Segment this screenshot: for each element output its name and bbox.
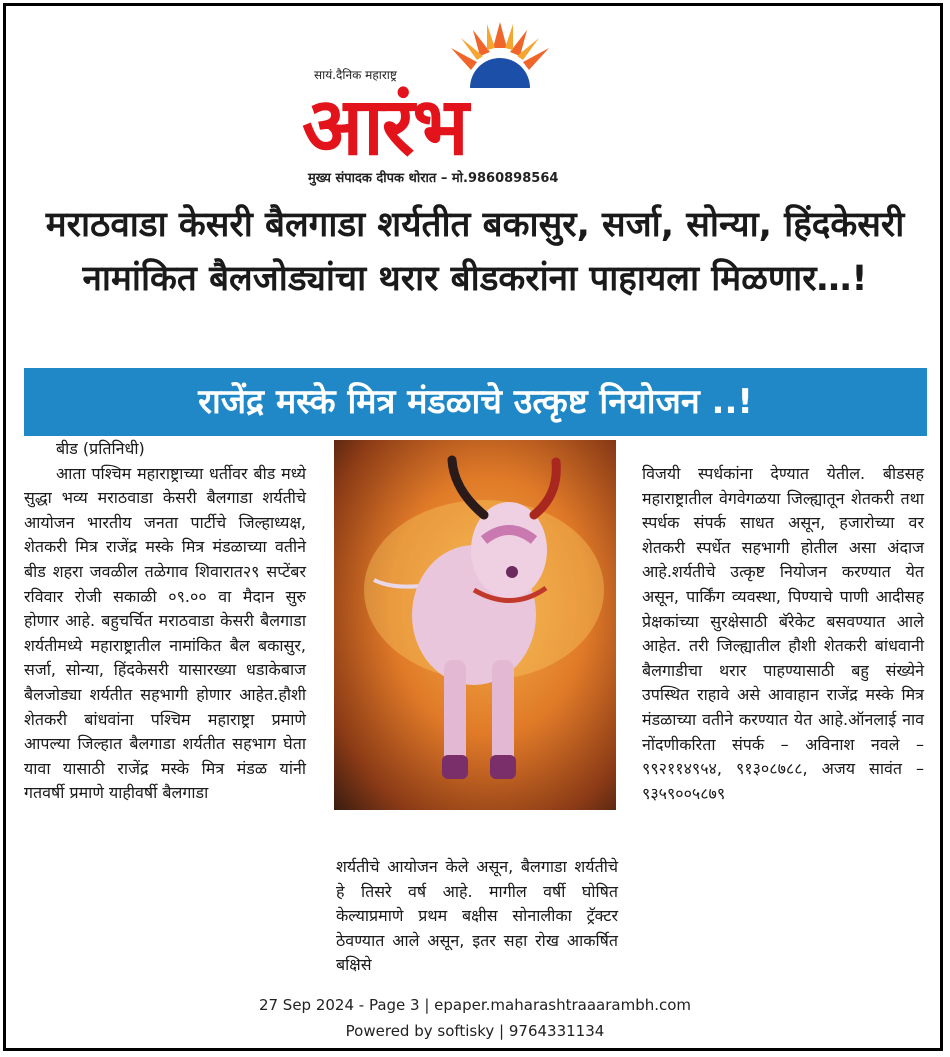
article-column-right	[642, 462, 924, 806]
masthead	[300, 18, 640, 188]
article-column-middle	[336, 855, 618, 978]
page-footer	[0, 992, 950, 1044]
article-column-left	[24, 437, 306, 806]
main-headline: मराठवाडा केसरी बैलगाडा शर्यतीत बकासुर, सर्जा, सोन्या, हिंदकेसरी नामांकित बैलजोड्यांचा थरार बीडकरांना पाहायला मिळणार…!	[45, 205, 905, 299]
bull-illustration	[334, 440, 616, 810]
editor-line: मुख्य संपादक दीपक थोरात – मो.9860898564	[308, 171, 559, 186]
article-text-right: विजयी स्पर्धकांना देण्यात येतील. बीडसह महाराष्ट्रातील वेगवेगळया जिल्ह्यातून शेतकरी तथा स्पर्धक संपर्क साधत असून, हजारोच्या वर शेतकरी स्पर्धेत सहभागी होतील असा अंदाज आहे.शर्यतीचे उत्कृष्ट नियोजन करण्यात येत असून, पार्किंग व्यवस्था, पिण्याचे पाणी आदीसह प्रेक्षकांच्या सुरक्षेसाठी बॅरेकेट बसवण्यात आले आहेत. तरी जिल्ह्यातील हौशी शेतकरी बांधवानी बैलगाडीचा थरार पाहण्यासाठी बहु संख्येने उपस्थित राहावे असे आवाहान राजेंद्र मस्के मित्र मंडळाच्या वतीने करण्यात येत आहे.ऑनलाई नाव नोंदणीकरिता संपर्क – अविनाश नवले – ९९२११४९५४, ९१३०८७८८, अजय सावंत – ९३५९००५८७९	[642, 464, 924, 803]
bull-photo	[334, 440, 616, 810]
sun-logo-icon	[435, 18, 565, 88]
article-text-left: आता पश्चिम महाराष्ट्राच्या धर्तीवर बीड मध्ये सुद्धा भव्य मराठवाडा केसरी बैलगाडा शर्यतीचे आयोजन भारतीय जनता पार्टीचे जिल्हाध्यक्ष, शेतकरी मित्र राजेंद्र मस्के मित्र मंडळाच्या वतीने बीड शहरा जवळील तळेगाव शिवारात२९ सप्टेंबर रविवार रोजी सकाळी ०९.०० वा मैदान सुरु होणार आहे. बहुचर्चित मराठवाडा केसरी बैलगाडा शर्यतीमध्ये महाराष्ट्रातील नामांकित बैल बकासुर, सर्जा, सोन्या, हिंदकेसरी यासारख्या धडाकेबाज बैलजोड्या शर्यतीत सहभागी होणार आहेत.हौशी शेतकरी बांधवांना पश्चिम महाराष्ट्रा प्रमाणे आपल्या जिल्हात बैलगाडा शर्यतीत सहभाग घेता यावा यासाठी राजेंद्र मस्के मित्र मंडळ यांनी गतवर्षी प्रमाणे याहीवर्षी बैलगाडा	[24, 463, 306, 803]
subheadline-bar	[24, 368, 927, 436]
dateline: बीड (प्रतिनिधी)	[56, 439, 145, 458]
subheadline: राजेंद्र मस्के मित्र मंडळाचे उत्कृष्ट नियोजन ..!	[198, 382, 753, 422]
footer-edition-line: 27 Sep 2024 - Page 3 | epaper.maharashtraaarambh.com	[258, 996, 692, 1014]
article-text-middle: शर्यतीचे आयोजन केले असून, बैलगाडा शर्यतीचे हे तिसरे वर्ष आहे. मागील वर्षी घोषित केल्याप्रमाणे प्रथम बक्षीस सोनालीका ट्रॅक्टर ठेवण्यात आले असून, इतर सहा रोख आकर्षित बक्षिसे	[336, 857, 618, 975]
masthead-tagline: सायं.दैनिक महाराष्ट्र	[314, 68, 397, 82]
newspaper-logo: आरंभ	[302, 80, 467, 173]
footer-powered-by: Powered by softisky | 9764331134	[345, 1022, 605, 1040]
